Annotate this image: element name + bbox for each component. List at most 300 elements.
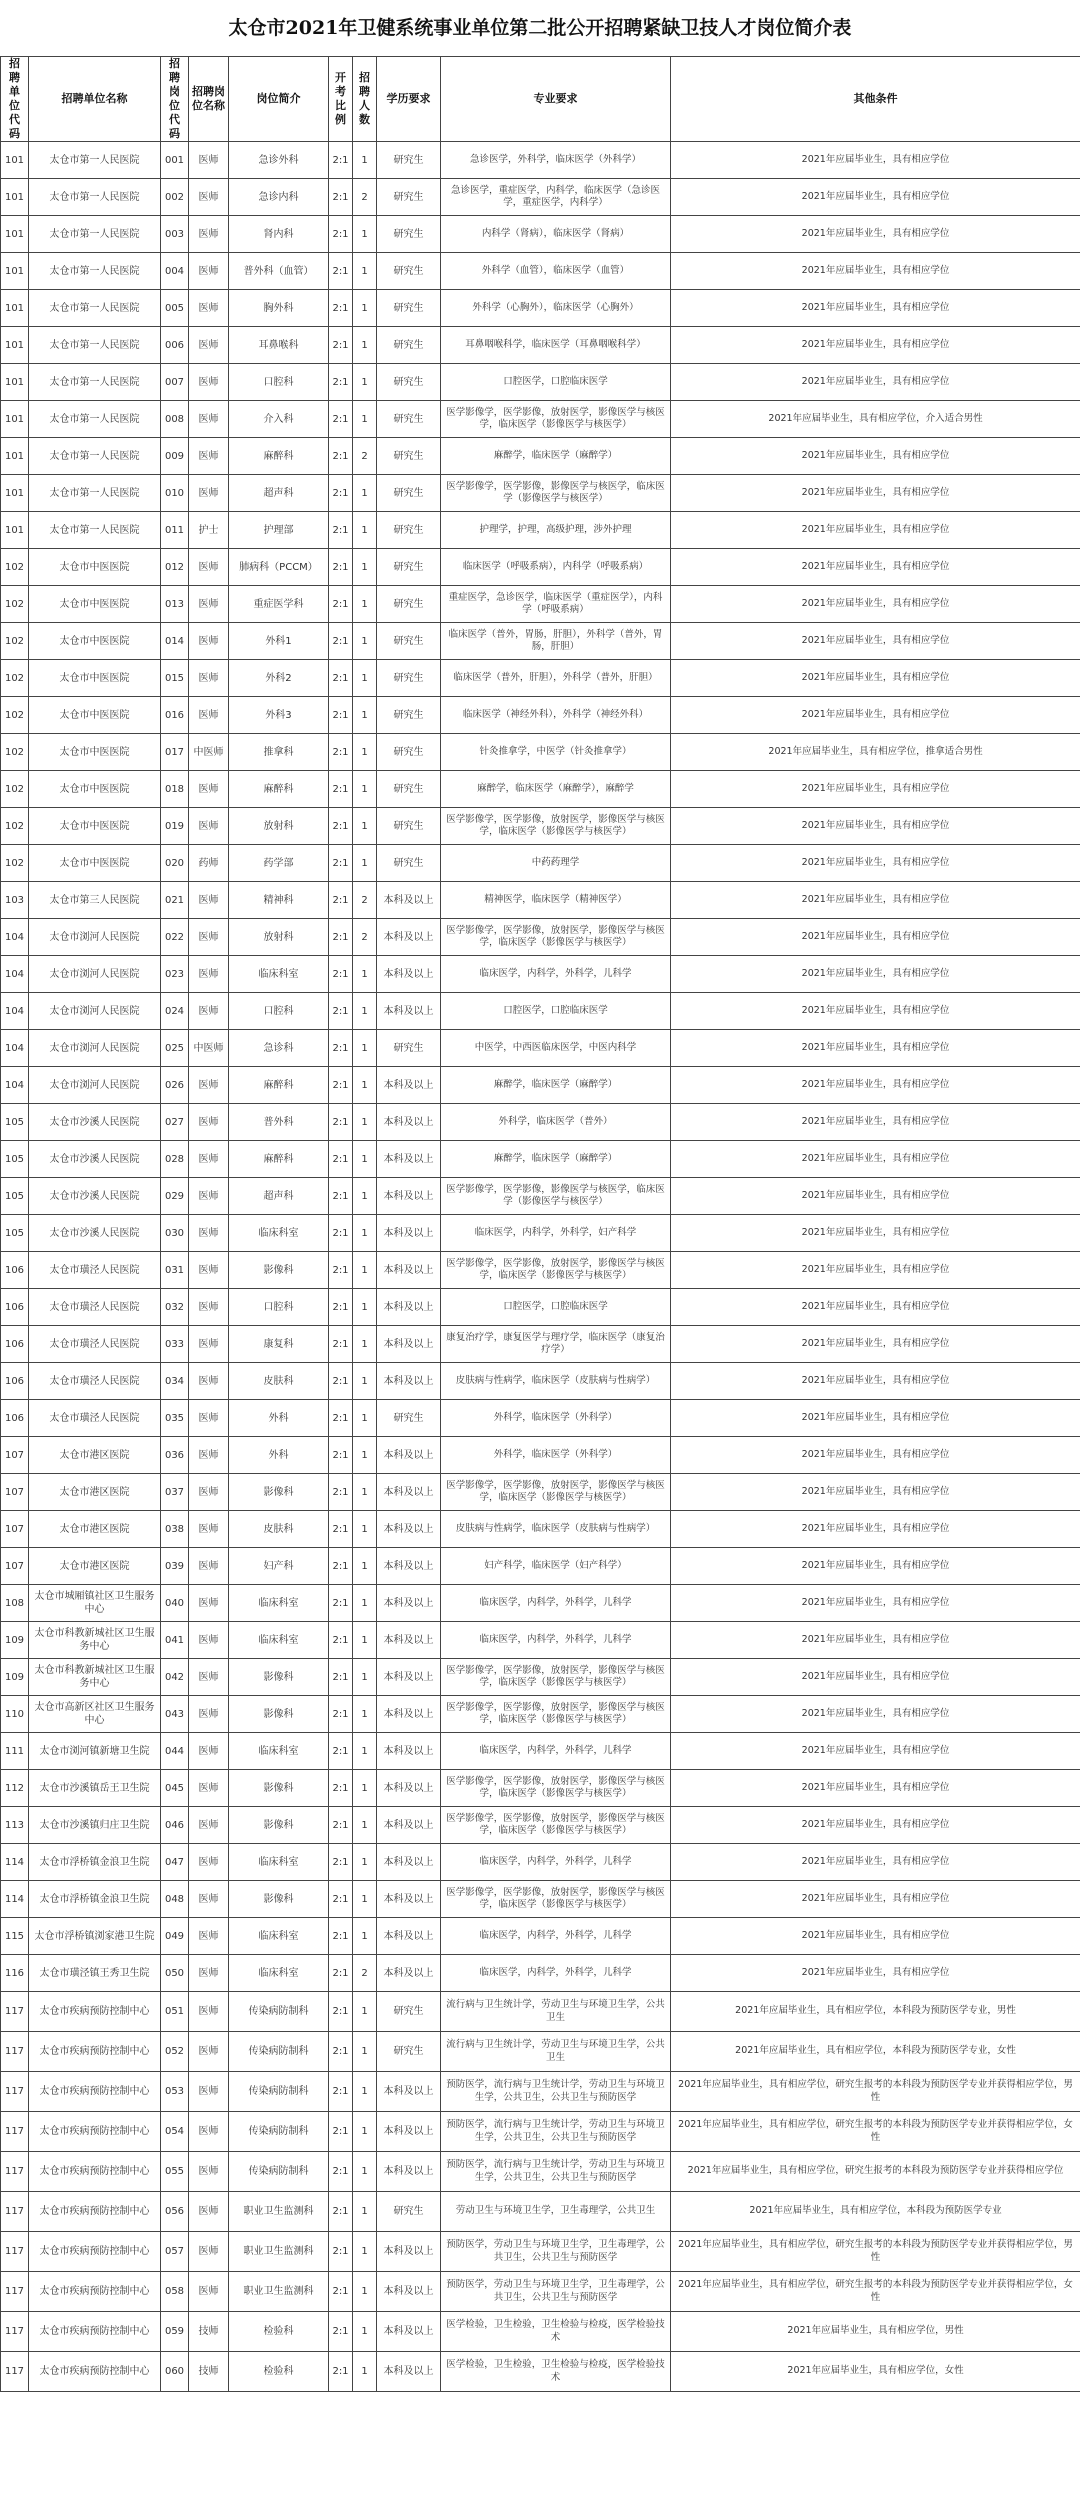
cell-exam-ratio: 2:1 [329, 734, 353, 771]
cell-unit-code: 107 [1, 1511, 29, 1548]
cell-education: 本科及以上 [377, 1585, 441, 1622]
cell-post-code: 019 [161, 808, 189, 845]
cell-unit-code: 102 [1, 623, 29, 660]
cell-post-name: 医师 [189, 1363, 229, 1400]
cell-major: 临床医学，内科学，外科学，儿科学 [441, 956, 671, 993]
cell-exam-ratio: 2:1 [329, 1585, 353, 1622]
cell-unit-code: 117 [1, 2312, 29, 2352]
cell-exam-ratio: 2:1 [329, 1400, 353, 1437]
cell-other: 2021年应届毕业生，具有相应学位 [671, 1326, 1080, 1363]
cell-unit-code: 101 [1, 401, 29, 438]
cell-education: 本科及以上 [377, 2152, 441, 2192]
cell-other: 2021年应届毕业生，具有相应学位，男性 [671, 2312, 1080, 2352]
cell-major: 外科学，临床医学（普外） [441, 1104, 671, 1141]
cell-post-name: 医师 [189, 2032, 229, 2072]
cell-other: 2021年应届毕业生，具有相应学位，研究生报考的本科段为预防医学专业并获得相应学位，女性 [671, 2112, 1080, 2152]
cell-post-intro: 口腔科 [229, 1289, 329, 1326]
cell-post-name: 医师 [189, 2192, 229, 2232]
cell-post-name: 技师 [189, 2312, 229, 2352]
cell-post-name: 医师 [189, 993, 229, 1030]
table-row [1, 1881, 1080, 1918]
cell-post-intro: 麻醉科 [229, 1067, 329, 1104]
header-major: 专业要求 [441, 57, 671, 142]
cell-post-code: 048 [161, 1881, 189, 1918]
cell-major: 临床医学（普外，肝胆），外科学（普外，肝胆） [441, 660, 671, 697]
cell-exam-ratio: 2:1 [329, 2152, 353, 2192]
cell-exam-ratio: 2:1 [329, 1289, 353, 1326]
cell-other: 2021年应届毕业生，具有相应学位 [671, 142, 1080, 179]
cell-headcount: 2 [353, 438, 377, 475]
table-row [1, 290, 1080, 327]
cell-major: 临床医学，内科学，外科学，儿科学 [441, 1622, 671, 1659]
table-row [1, 401, 1080, 438]
cell-major: 临床医学（神经外科），外科学（神经外科） [441, 697, 671, 734]
table-row [1, 2072, 1080, 2112]
cell-unit-code: 107 [1, 1474, 29, 1511]
table-row [1, 1733, 1080, 1770]
cell-exam-ratio: 2:1 [329, 623, 353, 660]
cell-education: 研究生 [377, 697, 441, 734]
cell-post-intro: 皮肤科 [229, 1511, 329, 1548]
cell-unit-code: 102 [1, 549, 29, 586]
cell-exam-ratio: 2:1 [329, 1770, 353, 1807]
cell-unit-name: 太仓市中医医院 [29, 808, 161, 845]
cell-other: 2021年应届毕业生，具有相应学位 [671, 438, 1080, 475]
cell-post-code: 023 [161, 956, 189, 993]
cell-other: 2021年应届毕业生，具有相应学位 [671, 1030, 1080, 1067]
cell-headcount: 1 [353, 1992, 377, 2032]
cell-unit-name: 太仓市沙溪人民医院 [29, 1104, 161, 1141]
cell-exam-ratio: 2:1 [329, 1511, 353, 1548]
cell-post-code: 027 [161, 1104, 189, 1141]
cell-headcount: 1 [353, 2352, 377, 2392]
cell-post-code: 010 [161, 475, 189, 512]
cell-major: 预防医学，劳动卫生与环境卫生学，卫生毒理学，公共卫生，公共卫生与预防医学 [441, 2272, 671, 2312]
cell-post-name: 医师 [189, 1696, 229, 1733]
cell-unit-code: 114 [1, 1844, 29, 1881]
cell-major: 医学影像学，医学影像，放射医学，影像医学与核医学，临床医学（影像医学与核医学） [441, 1770, 671, 1807]
table-row [1, 1807, 1080, 1844]
cell-unit-name: 太仓市浏河人民医院 [29, 1030, 161, 1067]
cell-unit-code: 106 [1, 1252, 29, 1289]
cell-post-name: 医师 [189, 919, 229, 956]
cell-major: 医学影像学，医学影像，放射医学，影像医学与核医学，临床医学（影像医学与核医学） [441, 1881, 671, 1918]
cell-unit-code: 106 [1, 1289, 29, 1326]
cell-major: 临床医学（呼吸系病），内科学（呼吸系病） [441, 549, 671, 586]
cell-education: 本科及以上 [377, 1363, 441, 1400]
cell-unit-name: 太仓市中医医院 [29, 660, 161, 697]
cell-post-intro: 影像科 [229, 1881, 329, 1918]
cell-other: 2021年应届毕业生，具有相应学位 [671, 882, 1080, 919]
cell-post-code: 039 [161, 1548, 189, 1585]
cell-exam-ratio: 2:1 [329, 179, 353, 216]
cell-post-intro: 临床科室 [229, 1955, 329, 1992]
cell-unit-name: 太仓市中医医院 [29, 586, 161, 623]
cell-exam-ratio: 2:1 [329, 1474, 353, 1511]
cell-post-name: 医师 [189, 2152, 229, 2192]
cell-major: 预防医学，流行病与卫生统计学，劳动卫生与环境卫生学，公共卫生，公共卫生与预防医学 [441, 2112, 671, 2152]
cell-post-code: 057 [161, 2232, 189, 2272]
cell-major: 麻醉学，临床医学（麻醉学），麻醉学 [441, 771, 671, 808]
cell-exam-ratio: 2:1 [329, 290, 353, 327]
cell-other: 2021年应届毕业生，具有相应学位，研究生报考的本科段为预防医学专业并获得相应学位 [671, 2152, 1080, 2192]
cell-post-intro: 外科1 [229, 623, 329, 660]
cell-post-code: 022 [161, 919, 189, 956]
cell-education: 本科及以上 [377, 1548, 441, 1585]
cell-unit-name: 太仓市浏河人民医院 [29, 919, 161, 956]
cell-exam-ratio: 2:1 [329, 1696, 353, 1733]
table-row [1, 1844, 1080, 1881]
cell-unit-name: 太仓市高新区社区卫生服务中心 [29, 1696, 161, 1733]
table-row [1, 512, 1080, 549]
cell-post-intro: 普外科 [229, 1104, 329, 1141]
cell-post-name: 医师 [189, 1844, 229, 1881]
cell-education: 本科及以上 [377, 1770, 441, 1807]
cell-education: 本科及以上 [377, 1511, 441, 1548]
cell-post-name: 医师 [189, 1474, 229, 1511]
cell-exam-ratio: 2:1 [329, 2032, 353, 2072]
cell-education: 研究生 [377, 2032, 441, 2072]
cell-exam-ratio: 2:1 [329, 1844, 353, 1881]
table-row [1, 1326, 1080, 1363]
cell-post-code: 025 [161, 1030, 189, 1067]
cell-post-intro: 临床科室 [229, 1585, 329, 1622]
cell-other: 2021年应届毕业生，具有相应学位，研究生报考的本科段为预防医学专业并获得相应学位，男性 [671, 2072, 1080, 2112]
cell-unit-name: 太仓市沙溪镇岳王卫生院 [29, 1770, 161, 1807]
cell-post-intro: 职业卫生监测科 [229, 2232, 329, 2272]
cell-post-name: 医师 [189, 1733, 229, 1770]
cell-post-name: 医师 [189, 438, 229, 475]
cell-major: 麻醉学，临床医学（麻醉学） [441, 1141, 671, 1178]
cell-post-code: 035 [161, 1400, 189, 1437]
cell-unit-name: 太仓市科教新城社区卫生服务中心 [29, 1622, 161, 1659]
cell-unit-code: 105 [1, 1104, 29, 1141]
cell-headcount: 1 [353, 2312, 377, 2352]
cell-post-intro: 推拿科 [229, 734, 329, 771]
cell-post-name: 医师 [189, 1067, 229, 1104]
cell-unit-name: 太仓市港区医院 [29, 1548, 161, 1585]
cell-post-code: 044 [161, 1733, 189, 1770]
cell-headcount: 2 [353, 882, 377, 919]
cell-education: 本科及以上 [377, 2312, 441, 2352]
cell-unit-name: 太仓市浏河人民医院 [29, 956, 161, 993]
cell-education: 本科及以上 [377, 1918, 441, 1955]
cell-post-code: 029 [161, 1178, 189, 1215]
cell-post-intro: 放射科 [229, 808, 329, 845]
cell-post-intro: 药学部 [229, 845, 329, 882]
cell-headcount: 1 [353, 697, 377, 734]
cell-headcount: 1 [353, 290, 377, 327]
cell-education: 研究生 [377, 327, 441, 364]
cell-post-code: 003 [161, 216, 189, 253]
cell-unit-code: 101 [1, 179, 29, 216]
cell-education: 本科及以上 [377, 1141, 441, 1178]
cell-other: 2021年应届毕业生，具有相应学位 [671, 956, 1080, 993]
cell-unit-code: 111 [1, 1733, 29, 1770]
cell-education: 本科及以上 [377, 1215, 441, 1252]
cell-post-code: 016 [161, 697, 189, 734]
cell-post-code: 050 [161, 1955, 189, 1992]
cell-major: 医学影像学，医学影像，放射医学，影像医学与核医学，临床医学（影像医学与核医学） [441, 1696, 671, 1733]
cell-headcount: 1 [353, 401, 377, 438]
cell-major: 临床医学，内科学，外科学，儿科学 [441, 1585, 671, 1622]
cell-unit-name: 太仓市第一人民医院 [29, 327, 161, 364]
cell-post-code: 018 [161, 771, 189, 808]
cell-major: 外科学，临床医学（外科学） [441, 1437, 671, 1474]
cell-post-name: 医师 [189, 1881, 229, 1918]
cell-other: 2021年应届毕业生，具有相应学位，女性 [671, 2352, 1080, 2392]
cell-unit-code: 101 [1, 253, 29, 290]
cell-major: 医学检验，卫生检验，卫生检验与检疫，医学检验技术 [441, 2312, 671, 2352]
table-row [1, 1252, 1080, 1289]
cell-post-name: 医师 [189, 1548, 229, 1585]
cell-education: 本科及以上 [377, 919, 441, 956]
cell-headcount: 1 [353, 1548, 377, 1585]
cell-unit-name: 太仓市中医医院 [29, 623, 161, 660]
cell-post-name: 医师 [189, 586, 229, 623]
table-row [1, 142, 1080, 179]
cell-major: 麻醉学，临床医学（麻醉学） [441, 438, 671, 475]
cell-unit-name: 太仓市疾病预防控制中心 [29, 2352, 161, 2392]
cell-education: 研究生 [377, 623, 441, 660]
cell-other: 2021年应届毕业生，具有相应学位 [671, 660, 1080, 697]
cell-unit-name: 太仓市浏河人民医院 [29, 1067, 161, 1104]
cell-exam-ratio: 2:1 [329, 2192, 353, 2232]
cell-exam-ratio: 2:1 [329, 1548, 353, 1585]
cell-post-code: 031 [161, 1252, 189, 1289]
cell-post-intro: 超声科 [229, 1178, 329, 1215]
cell-exam-ratio: 2:1 [329, 2312, 353, 2352]
cell-post-name: 医师 [189, 1437, 229, 1474]
table-row [1, 2352, 1080, 2392]
cell-unit-code: 104 [1, 1067, 29, 1104]
cell-major: 中医学，中西医临床医学，中医内科学 [441, 1030, 671, 1067]
cell-other: 2021年应届毕业生，具有相应学位 [671, 1585, 1080, 1622]
cell-exam-ratio: 2:1 [329, 697, 353, 734]
cell-post-name: 护士 [189, 512, 229, 549]
cell-post-code: 043 [161, 1696, 189, 1733]
cell-post-code: 011 [161, 512, 189, 549]
cell-other: 2021年应届毕业生，具有相应学位 [671, 1659, 1080, 1696]
cell-major: 外科学（心胸外），临床医学（心胸外） [441, 290, 671, 327]
table-row [1, 1104, 1080, 1141]
cell-headcount: 1 [353, 2192, 377, 2232]
cell-exam-ratio: 2:1 [329, 808, 353, 845]
cell-post-code: 030 [161, 1215, 189, 1252]
cell-post-code: 037 [161, 1474, 189, 1511]
cell-post-intro: 传染病防制科 [229, 2112, 329, 2152]
cell-headcount: 1 [353, 327, 377, 364]
cell-headcount: 1 [353, 1585, 377, 1622]
cell-post-code: 053 [161, 2072, 189, 2112]
table-row [1, 1363, 1080, 1400]
cell-other: 2021年应届毕业生，具有相应学位 [671, 1918, 1080, 1955]
table-row [1, 1067, 1080, 1104]
cell-education: 研究生 [377, 142, 441, 179]
table-row [1, 2152, 1080, 2192]
cell-other: 2021年应届毕业生，具有相应学位 [671, 364, 1080, 401]
cell-exam-ratio: 2:1 [329, 660, 353, 697]
cell-other: 2021年应届毕业生，具有相应学位 [671, 586, 1080, 623]
cell-post-name: 医师 [189, 327, 229, 364]
cell-headcount: 1 [353, 1326, 377, 1363]
cell-education: 本科及以上 [377, 2232, 441, 2272]
cell-other: 2021年应届毕业生，具有相应学位，研究生报考的本科段为预防医学专业并获得相应学位，女性 [671, 2272, 1080, 2312]
cell-education: 研究生 [377, 1400, 441, 1437]
cell-other: 2021年应届毕业生，具有相应学位 [671, 1215, 1080, 1252]
cell-headcount: 1 [353, 2152, 377, 2192]
cell-post-intro: 康复科 [229, 1326, 329, 1363]
cell-unit-name: 太仓市浏河镇新塘卫生院 [29, 1733, 161, 1770]
cell-post-name: 医师 [189, 549, 229, 586]
cell-post-name: 医师 [189, 623, 229, 660]
cell-major: 临床医学，内科学，外科学，妇产科学 [441, 1215, 671, 1252]
table-row [1, 623, 1080, 660]
cell-other: 2021年应届毕业生，具有相应学位 [671, 808, 1080, 845]
cell-education: 本科及以上 [377, 2352, 441, 2392]
cell-post-code: 040 [161, 1585, 189, 1622]
table-row [1, 1918, 1080, 1955]
cell-post-intro: 外科3 [229, 697, 329, 734]
cell-education: 本科及以上 [377, 2272, 441, 2312]
cell-education: 研究生 [377, 808, 441, 845]
cell-education: 本科及以上 [377, 1178, 441, 1215]
cell-other: 2021年应届毕业生，具有相应学位 [671, 1400, 1080, 1437]
cell-major: 重症医学，急诊医学，临床医学（重症医学），内科学（呼吸系病） [441, 586, 671, 623]
cell-other: 2021年应届毕业生，具有相应学位 [671, 1363, 1080, 1400]
cell-exam-ratio: 2:1 [329, 475, 353, 512]
cell-unit-code: 117 [1, 2352, 29, 2392]
cell-post-intro: 传染病防制科 [229, 1992, 329, 2032]
cell-headcount: 1 [353, 1289, 377, 1326]
cell-post-name: 医师 [189, 364, 229, 401]
cell-post-intro: 口腔科 [229, 993, 329, 1030]
cell-unit-name: 太仓市沙溪人民医院 [29, 1141, 161, 1178]
cell-post-name: 医师 [189, 2272, 229, 2312]
cell-major: 医学影像学，医学影像，放射医学，影像医学与核医学，临床医学（影像医学与核医学） [441, 1474, 671, 1511]
cell-major: 针灸推拿学，中医学（针灸推拿学） [441, 734, 671, 771]
cell-post-intro: 麻醉科 [229, 438, 329, 475]
table-row [1, 586, 1080, 623]
cell-post-name: 中医师 [189, 734, 229, 771]
cell-unit-code: 101 [1, 438, 29, 475]
cell-unit-name: 太仓市疾病预防控制中心 [29, 2152, 161, 2192]
cell-headcount: 1 [353, 142, 377, 179]
cell-exam-ratio: 2:1 [329, 1881, 353, 1918]
cell-post-intro: 耳鼻喉科 [229, 327, 329, 364]
cell-exam-ratio: 2:1 [329, 253, 353, 290]
cell-post-code: 058 [161, 2272, 189, 2312]
cell-post-intro: 妇产科 [229, 1548, 329, 1585]
cell-unit-name: 太仓市第一人民医院 [29, 179, 161, 216]
cell-other: 2021年应届毕业生，具有相应学位 [671, 771, 1080, 808]
cell-headcount: 1 [353, 1659, 377, 1696]
cell-unit-name: 太仓市疾病预防控制中心 [29, 2272, 161, 2312]
cell-headcount: 1 [353, 1770, 377, 1807]
cell-post-name: 医师 [189, 1215, 229, 1252]
cell-unit-code: 101 [1, 364, 29, 401]
cell-other: 2021年应届毕业生，具有相应学位 [671, 1807, 1080, 1844]
cell-post-intro: 口腔科 [229, 364, 329, 401]
cell-other: 2021年应届毕业生，具有相应学位 [671, 919, 1080, 956]
cell-other: 2021年应届毕业生，具有相应学位 [671, 1104, 1080, 1141]
cell-post-code: 024 [161, 993, 189, 1030]
cell-major: 皮肤病与性病学，临床医学（皮肤病与性病学） [441, 1511, 671, 1548]
cell-unit-name: 太仓市第一人民医院 [29, 401, 161, 438]
table-row [1, 2112, 1080, 2152]
cell-education: 研究生 [377, 549, 441, 586]
cell-post-code: 055 [161, 2152, 189, 2192]
cell-unit-code: 108 [1, 1585, 29, 1622]
cell-headcount: 1 [353, 1067, 377, 1104]
cell-exam-ratio: 2:1 [329, 1622, 353, 1659]
cell-major: 临床医学，内科学，外科学，儿科学 [441, 1844, 671, 1881]
cell-unit-name: 太仓市疾病预防控制中心 [29, 1992, 161, 2032]
cell-exam-ratio: 2:1 [329, 1252, 353, 1289]
cell-post-name: 医师 [189, 1585, 229, 1622]
cell-post-intro: 影像科 [229, 1696, 329, 1733]
cell-unit-code: 102 [1, 586, 29, 623]
cell-major: 临床医学（普外，胃肠，肝胆），外科学（普外，胃肠，肝胆） [441, 623, 671, 660]
table-row [1, 1770, 1080, 1807]
cell-post-intro: 普外科（血管） [229, 253, 329, 290]
table-row [1, 956, 1080, 993]
cell-exam-ratio: 2:1 [329, 1104, 353, 1141]
cell-post-code: 045 [161, 1770, 189, 1807]
cell-education: 研究生 [377, 216, 441, 253]
cell-unit-name: 太仓市浮桥镇金浪卫生院 [29, 1881, 161, 1918]
cell-major: 医学影像学，医学影像，影像医学与核医学，临床医学（影像医学与核医学） [441, 475, 671, 512]
cell-post-intro: 影像科 [229, 1474, 329, 1511]
table-row [1, 1289, 1080, 1326]
cell-education: 研究生 [377, 475, 441, 512]
cell-post-intro: 急诊内科 [229, 179, 329, 216]
cell-unit-code: 117 [1, 1992, 29, 2032]
cell-unit-name: 太仓市璜泾人民医院 [29, 1363, 161, 1400]
cell-other: 2021年应届毕业生，具有相应学位 [671, 327, 1080, 364]
header-post-code: 招聘岗位代码 [161, 57, 189, 142]
cell-unit-code: 114 [1, 1881, 29, 1918]
cell-post-name: 医师 [189, 1400, 229, 1437]
cell-post-intro: 急诊外科 [229, 142, 329, 179]
cell-post-intro: 检验科 [229, 2312, 329, 2352]
cell-unit-name: 太仓市中医医院 [29, 549, 161, 586]
cell-unit-code: 113 [1, 1807, 29, 1844]
cell-unit-name: 太仓市第一人民医院 [29, 364, 161, 401]
cell-major: 外科学，临床医学（外科学） [441, 1400, 671, 1437]
table-row [1, 1992, 1080, 2032]
cell-post-intro: 临床科室 [229, 956, 329, 993]
cell-major: 康复治疗学，康复医学与理疗学，临床医学（康复治疗学） [441, 1326, 671, 1363]
cell-education: 研究生 [377, 512, 441, 549]
cell-headcount: 1 [353, 512, 377, 549]
table-row [1, 253, 1080, 290]
cell-unit-code: 101 [1, 327, 29, 364]
table-row [1, 549, 1080, 586]
cell-exam-ratio: 2:1 [329, 845, 353, 882]
cell-unit-code: 117 [1, 2272, 29, 2312]
cell-post-name: 医师 [189, 290, 229, 327]
cell-other: 2021年应届毕业生，具有相应学位 [671, 1881, 1080, 1918]
cell-unit-name: 太仓市沙溪人民医院 [29, 1178, 161, 1215]
cell-major: 医学影像学，医学影像，放射医学，影像医学与核医学，临床医学（影像医学与核医学） [441, 919, 671, 956]
cell-major: 内科学（肾病），临床医学（肾病） [441, 216, 671, 253]
cell-exam-ratio: 2:1 [329, 2112, 353, 2152]
cell-unit-name: 太仓市沙溪镇归庄卫生院 [29, 1807, 161, 1844]
cell-exam-ratio: 2:1 [329, 2072, 353, 2112]
cell-unit-code: 117 [1, 2112, 29, 2152]
cell-unit-code: 104 [1, 956, 29, 993]
